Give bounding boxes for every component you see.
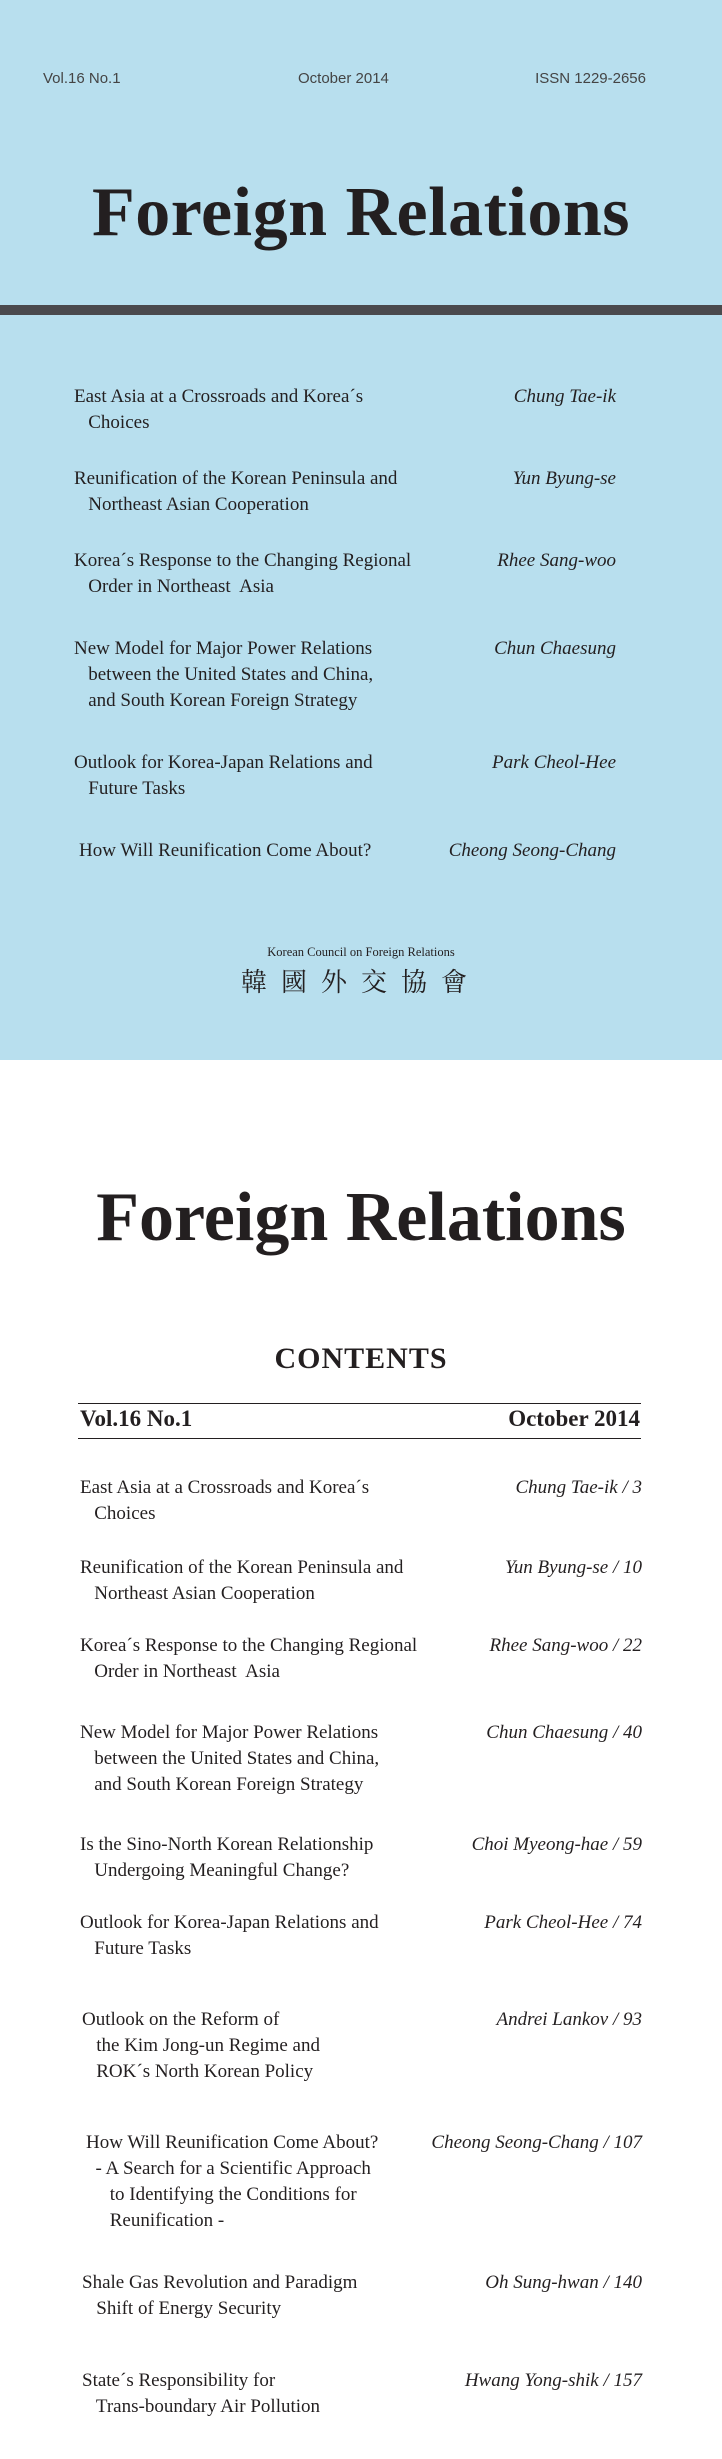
contents-article-title: Is the Sino-North Korean Relationship Undergoing Meaningful Change? — [80, 1834, 374, 1881]
contents-volume: Vol.16 No.1 — [80, 1406, 193, 1431]
contents-date: October 2014 — [508, 1406, 640, 1431]
contents-heading: CONTENTS — [274, 1342, 448, 1375]
contents-article-author: Choi Myeong-hae / 59 — [471, 1834, 642, 1855]
cover-volume: Vol.16 No.1 — [43, 70, 121, 87]
cover-issn: ISSN 1229-2656 — [535, 70, 646, 87]
contents-article-author: Park Cheol-Hee / 74 — [484, 1912, 642, 1933]
cover-article-author: Yun Byung-se — [512, 468, 616, 489]
contents-article-author: Oh Sung-hwan / 140 — [485, 2272, 642, 2293]
contents-article-title: New Model for Major Power Relations between the United States and China, and South Korean Foreign Strategy — [80, 1722, 380, 1795]
cover-article-author: Park Cheol-Hee — [492, 752, 616, 773]
contents-article-title: Reunification of the Korean Peninsula and Northeast Asian Cooperation — [80, 1557, 404, 1604]
contents-article-author: Hwang Yong-shik / 157 — [464, 2370, 642, 2391]
contents-article-author: Chung Tae-ik / 3 — [515, 1477, 642, 1498]
cover-date: October 2014 — [298, 70, 389, 87]
contents-article-title: State´s Responsibility for Trans-boundary Air Pollution — [82, 2370, 321, 2417]
cover-article-title: Korea´s Response to the Changing Regional Order in Northeast Asia — [74, 550, 412, 597]
cover-article-title: New Model for Major Power Relations between the United States and China, and South Korean Foreign Strategy — [74, 638, 374, 711]
cover-article-author: Chung Tae-ik — [513, 386, 616, 407]
cover-divider — [0, 305, 722, 315]
contents-article-title: How Will Reunification Come About? - A Search for a Scientific Approach to Identifying the Conditions for Reunification - — [86, 2132, 379, 2231]
cover-article-author: Chun Chaesung — [494, 638, 616, 659]
bottom-rule — [78, 1438, 641, 1439]
cover-article-title: East Asia at a Crossroads and Korea´s Choices — [74, 386, 364, 433]
contents-article-author: Yun Byung-se / 10 — [504, 1557, 642, 1578]
contents-article-title: Outlook on the Reform of the Kim Jong-un Regime and ROK´s North Korean Policy — [82, 2009, 320, 2082]
cover-page — [0, 0, 722, 1060]
contents-article-author: Cheong Seong-Chang / 107 — [431, 2132, 642, 2153]
cover-title: Foreign Relations — [91, 174, 630, 251]
contents-article-title: East Asia at a Crossroads and Korea´s Choices — [80, 1477, 370, 1524]
cover-article-title: How Will Reunification Come About? — [79, 840, 372, 861]
contents-article-title: Outlook for Korea-Japan Relations and Future Tasks — [80, 1912, 379, 1959]
cover-article-author: Cheong Seong-Chang — [448, 840, 616, 861]
publisher-hanja: 韓國外交協會 — [240, 968, 481, 998]
contents-article-title: Shale Gas Revolution and Paradigm Shift of Energy Security — [82, 2272, 358, 2319]
contents-article-author: Chun Chaesung / 40 — [486, 1722, 642, 1743]
contents-page-title: Foreign Relations — [96, 1179, 626, 1256]
cover-article-title: Outlook for Korea-Japan Relations and Future Tasks — [74, 752, 373, 799]
contents-article-title: Korea´s Response to the Changing Regional Order in Northeast Asia — [80, 1635, 418, 1682]
contents-article-author: Rhee Sang-woo / 22 — [489, 1635, 642, 1656]
publisher-name: Korean Council on Foreign Relations — [267, 945, 455, 959]
top-rule — [78, 1403, 641, 1404]
contents-article-author: Andrei Lankov / 93 — [496, 2009, 642, 2030]
cover-article-title: Reunification of the Korean Peninsula and Northeast Asian Cooperation — [74, 468, 398, 515]
cover-article-author: Rhee Sang-woo — [497, 550, 616, 571]
